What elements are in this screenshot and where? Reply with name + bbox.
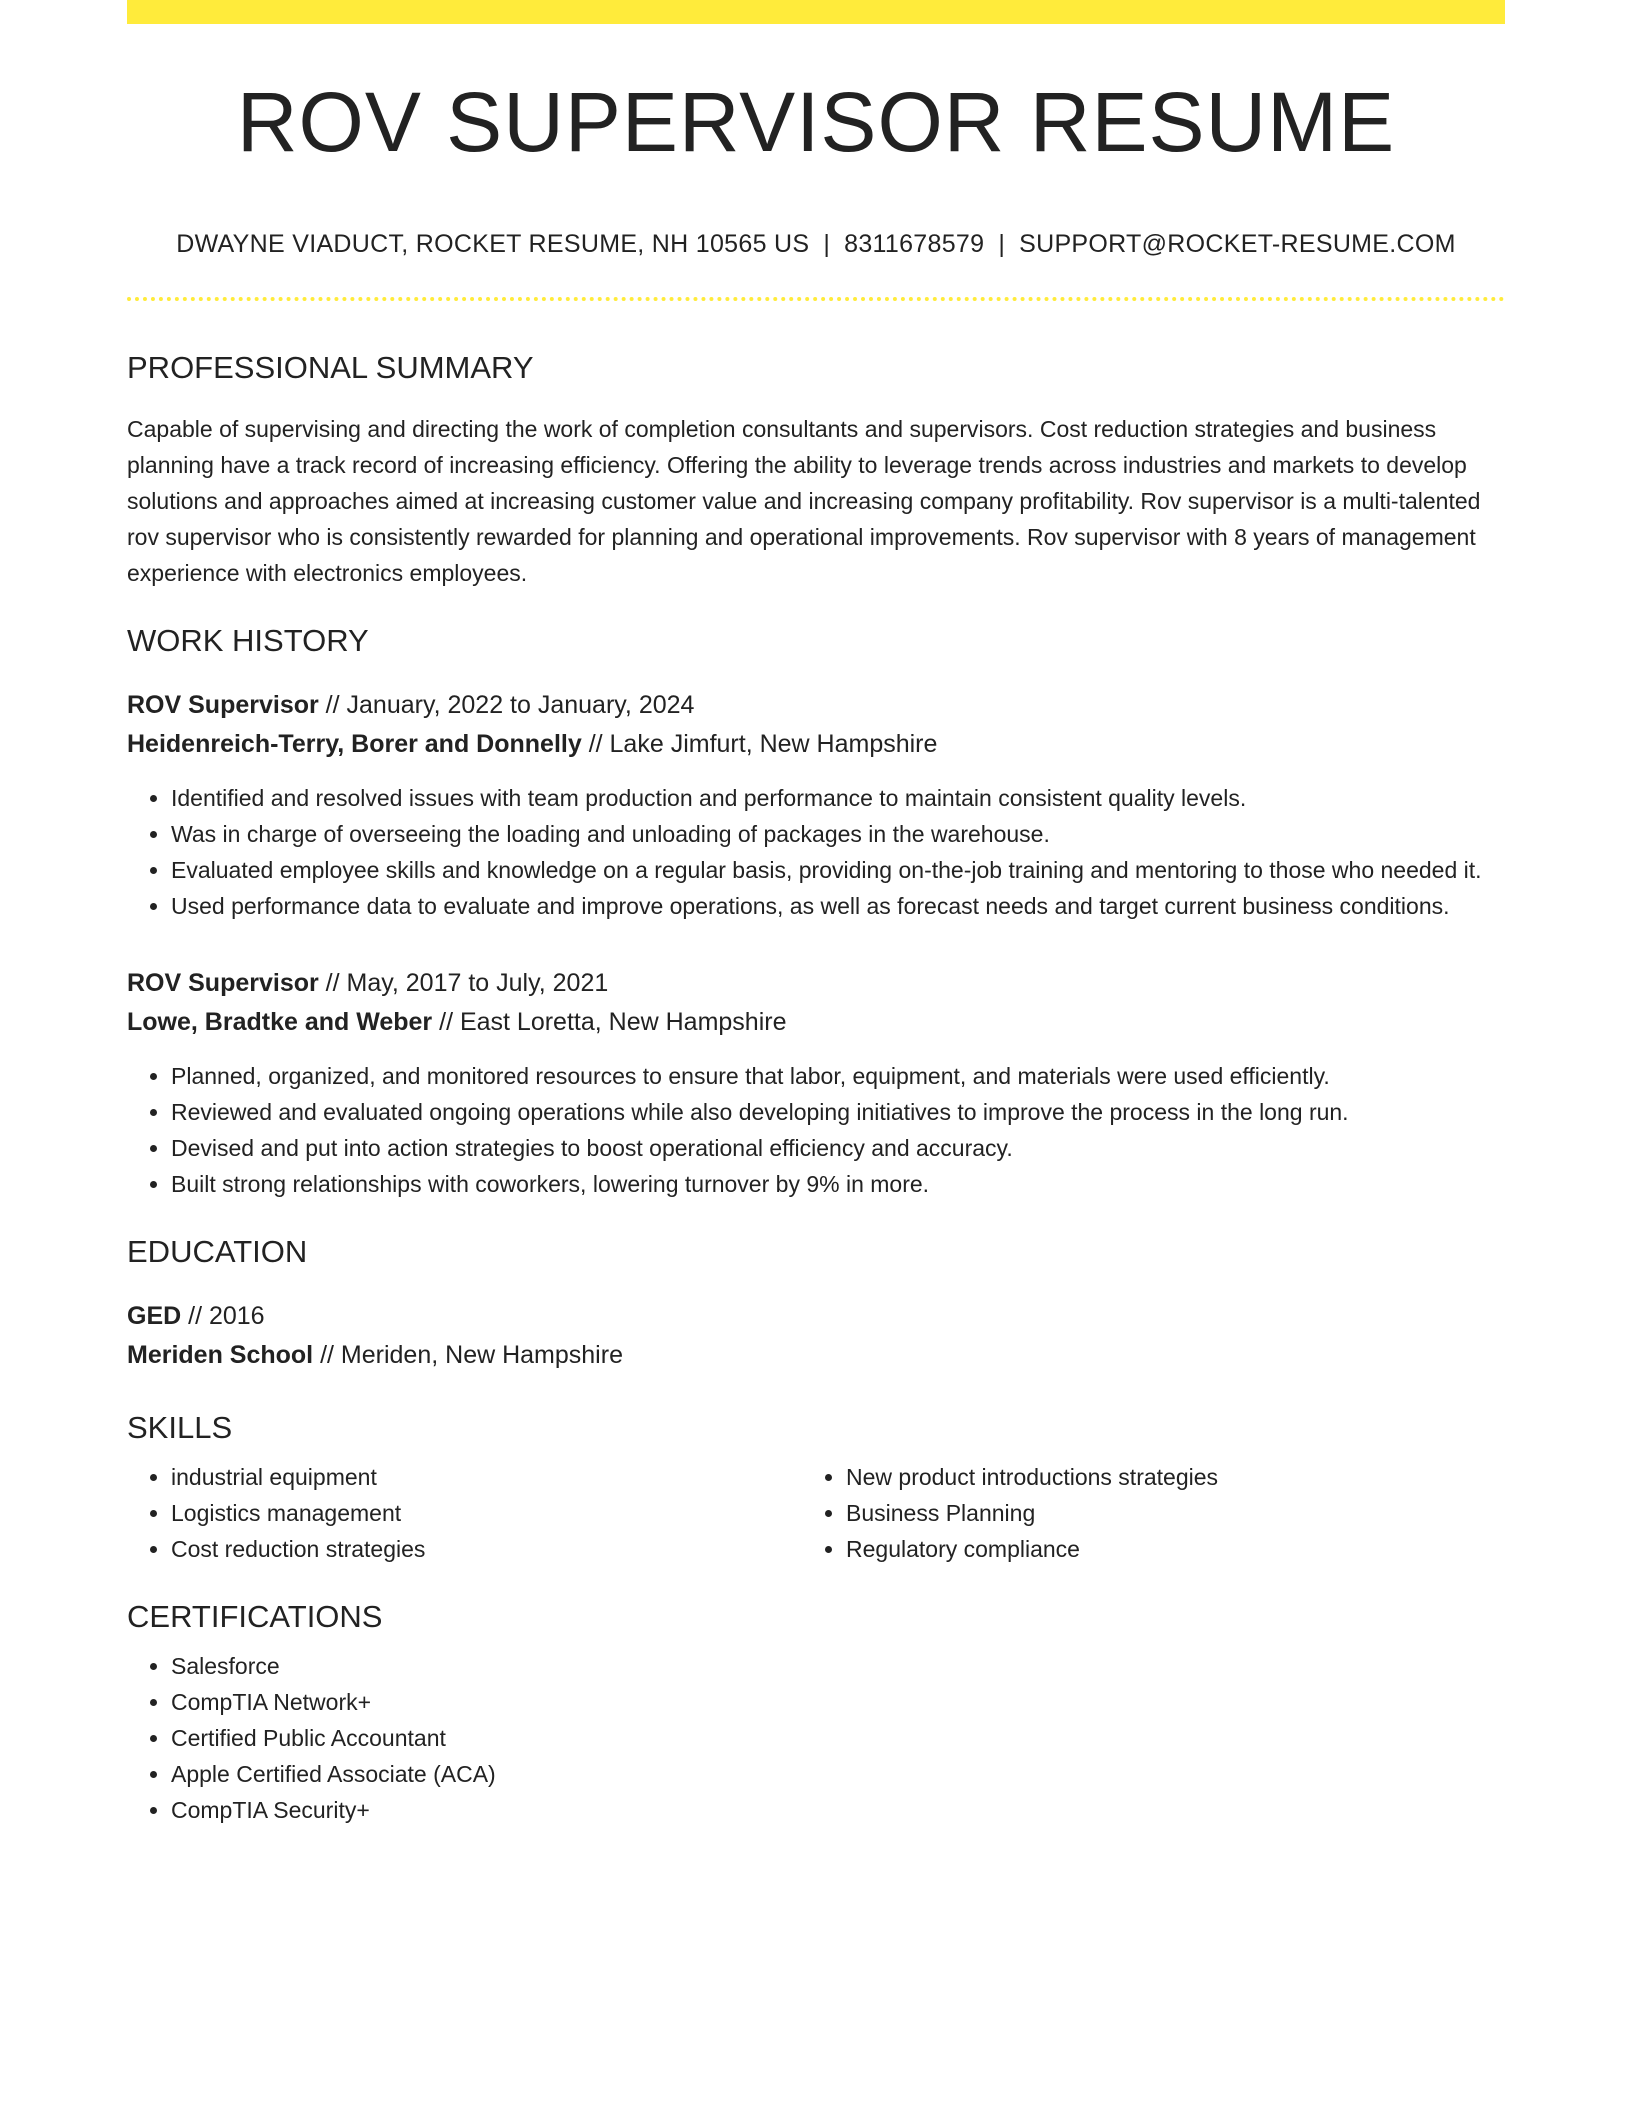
education-entry (127, 1297, 1505, 1375)
contact-email: SUPPORT@ROCKET-RESUME.COM (1019, 230, 1456, 258)
certification-item: • Apple Certified Associate (ACA) (171, 1756, 1505, 1792)
certification-item: • Certified Public Accountant (171, 1720, 1505, 1756)
degree-line (127, 1297, 1505, 1336)
school-location: // Meriden, New Hampshire (313, 1341, 623, 1369)
contact-separator: | (998, 230, 1006, 258)
contact-address: DWAYNE VIADUCT, ROCKET RESUME, NH 10565 US (176, 230, 810, 258)
skill-item: • Business Planning (846, 1495, 1477, 1531)
summary-heading: PROFESSIONAL SUMMARY (127, 350, 534, 385)
job-location: // Lake Jimfurt, New Hampshire (581, 730, 938, 758)
skill-item: • Logistics management (171, 1495, 802, 1531)
skill-item: • Cost reduction strategies (171, 1531, 802, 1567)
job-bullets (127, 1058, 1505, 1202)
job-company-line (127, 725, 1505, 764)
resume-page (127, 0, 1505, 1828)
skills-heading: SKILLS (127, 1410, 233, 1445)
degree: GED (127, 1302, 182, 1330)
skill-item: • Regulatory compliance (846, 1531, 1477, 1567)
certification-item: • CompTIA Network+ (171, 1684, 1505, 1720)
certification-item: • CompTIA Security+ (171, 1792, 1505, 1828)
work-history-heading: WORK HISTORY (127, 623, 369, 658)
contact-line (127, 232, 1505, 257)
certification-item: • Salesforce (171, 1648, 1505, 1684)
top-accent-bar (127, 0, 1505, 24)
skills-column-right (802, 1459, 1477, 1567)
job-entry (127, 686, 1505, 924)
job-title-line (127, 686, 1505, 725)
summary-text: Capable of supervising and directing the work of completion consultants and supervisors. Cost reduction strategies and business planning have a track record of increasing efficiency. Offering the ability to leverage trends across industries and markets to develop solutions and approaches aimed at increasing customer value and increasing company profitability. Rov supervisor is a multi-talented rov supervisor who is consistently rewarded for planning and operational improvements. Rov supervisor with 8 years of management experience with electronics employees. (127, 416, 1481, 586)
skills-column-left (127, 1459, 802, 1567)
dotted-divider (127, 297, 1505, 301)
job-company: Heidenreich-Terry, Borer and Donnelly (127, 730, 582, 758)
certifications-list (127, 1648, 1505, 1828)
job-bullet: • Evaluated employee skills and knowledge on a regular basis, providing on-the-job training and mentoring to those who needed it. (171, 852, 1505, 888)
education-heading: EDUCATION (127, 1234, 308, 1269)
contact-separator: | (823, 230, 831, 258)
degree-year: // 2016 (181, 1302, 265, 1330)
job-title: ROV Supervisor (127, 969, 319, 997)
certifications-heading: CERTIFICATIONS (127, 1599, 383, 1634)
job-bullet: • Built strong relationships with coworkers, lowering turnover by 9% in more. (171, 1166, 1505, 1202)
job-location: // East Loretta, New Hampshire (432, 1008, 787, 1036)
job-dates: // January, 2022 to January, 2024 (318, 691, 695, 719)
job-bullet: • Planned, organized, and monitored resources to ensure that labor, equipment, and materials were used efficiently. (171, 1058, 1505, 1094)
school-line (127, 1336, 1505, 1375)
job-bullet: • Identified and resolved issues with team production and performance to maintain consistent quality levels. (171, 780, 1505, 816)
job-company-line (127, 1003, 1505, 1042)
school-name: Meriden School (127, 1341, 314, 1369)
job-entry (127, 964, 1505, 1202)
job-bullet: • Devised and put into action strategies to boost operational efficiency and accuracy. (171, 1130, 1505, 1166)
resume-title: ROV SUPERVISOR RESUME (236, 75, 1396, 169)
skill-item: • industrial equipment (171, 1459, 802, 1495)
skills-grid (127, 1459, 1505, 1567)
job-bullet: • Reviewed and evaluated ongoing operations while also developing initiatives to improve the process in the long run. (171, 1094, 1505, 1130)
job-dates: // May, 2017 to July, 2021 (318, 969, 609, 997)
job-title: ROV Supervisor (127, 691, 319, 719)
job-bullets (127, 780, 1505, 924)
job-title-line (127, 964, 1505, 1003)
contact-phone: 8311678579 (844, 230, 985, 258)
skill-item: • New product introductions strategies (846, 1459, 1477, 1495)
job-company: Lowe, Bradtke and Weber (127, 1008, 433, 1036)
job-bullet: • Was in charge of overseeing the loading and unloading of packages in the warehouse. (171, 816, 1505, 852)
job-bullet: • Used performance data to evaluate and improve operations, as well as forecast needs and target current business conditions. (171, 888, 1505, 924)
